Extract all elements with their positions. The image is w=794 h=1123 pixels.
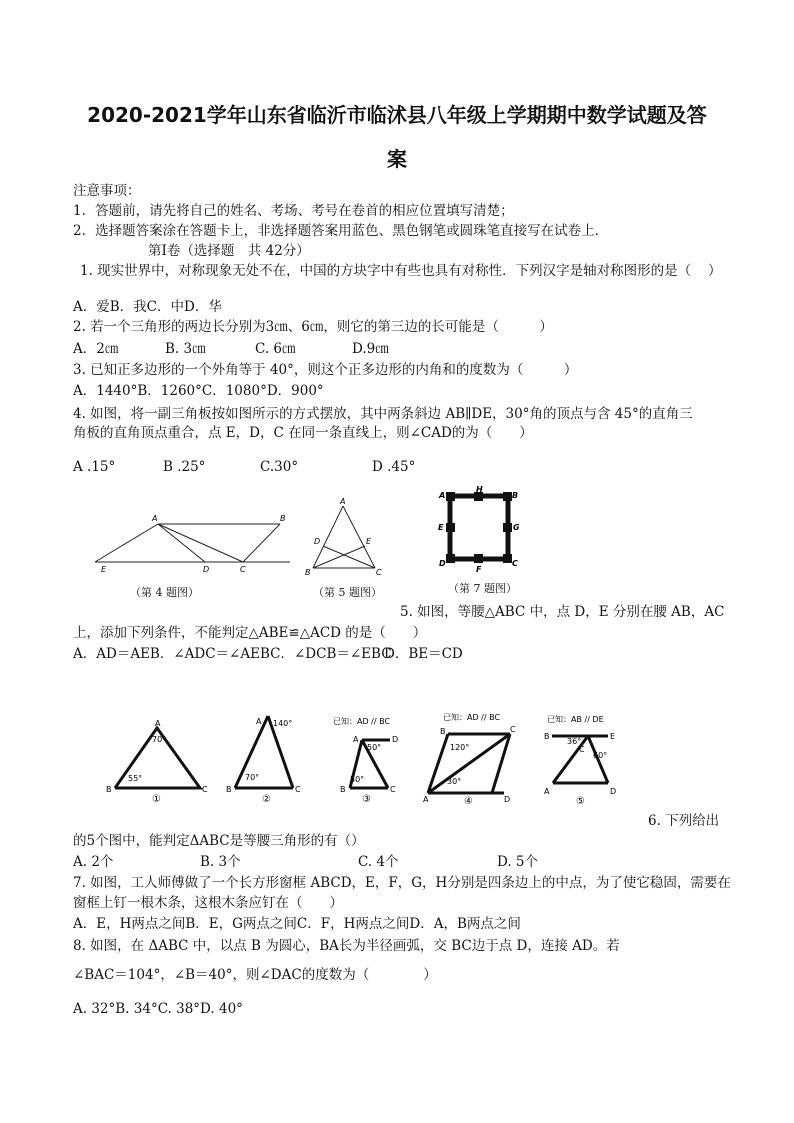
fig4-caption: （第 4 题图）: [130, 586, 199, 599]
fig7-caption: （第 7 题图）: [448, 582, 517, 595]
fig5-label-b: B: [305, 568, 311, 576]
q6-option-b: B. 3个: [200, 854, 241, 870]
f3-angle-top: 50°: [367, 743, 382, 752]
f2-num: ②: [262, 794, 271, 805]
q8-options: A. 32°B. 34°C. 38°D. 40°: [73, 1001, 243, 1017]
q4-option-a: A .15°: [73, 459, 116, 475]
q6-stem-line2: 的5个图中，能判定ΔABC是等腰三角形的有（）: [73, 833, 365, 849]
notes-heading: 注意事项：: [73, 183, 141, 199]
fig7-label-g: G: [513, 523, 520, 532]
fig7-label-c: C: [512, 559, 518, 568]
f5-label-a: A: [544, 787, 550, 796]
note-1: 1．答题前，请先将自己的姓名、考场、考号在卷首的相应位置填写清楚；: [73, 203, 514, 219]
f3-label-d: D: [392, 735, 399, 744]
q4-option-c: C.30°: [260, 459, 299, 475]
fig7-label-e: E: [438, 523, 444, 532]
q1-options: A．爱B．我C．中D．华: [73, 299, 222, 315]
f4-num: ④: [464, 796, 473, 807]
q3-stem: 3. 已知正多边形的一个外角等于 40°，则这个正多边形的内角和的度数为（ ）: [73, 362, 578, 378]
fig7-label-h: H: [476, 486, 483, 494]
f4-label-d: D: [504, 795, 511, 804]
q7-options: A．E，H两点之间B．E，G两点之间C．F，H两点之间D．A，B两点之间: [73, 916, 521, 932]
f2-label-c: C: [295, 785, 301, 794]
f5-label-c: C: [579, 745, 585, 754]
q7-stem-line2: 窗框上钉一根木条，这根木条应钉在（ ）: [73, 895, 343, 911]
q5-option-d: D．BE＝CD: [384, 646, 463, 662]
f4-angle-top: 120°: [450, 743, 470, 752]
f5-angle-top: 36°: [567, 737, 582, 746]
q6-option-d: D. 5个: [497, 854, 539, 870]
fig4-label-e: E: [101, 565, 107, 574]
f1-angle-top: 70°: [152, 735, 167, 744]
f5-given: 已知：AB // DE: [547, 715, 604, 724]
f2-label-a: A: [256, 717, 262, 726]
page-title-cont: 案: [387, 147, 407, 171]
fig4-label-a: A: [152, 514, 158, 523]
figure-7: [434, 486, 524, 576]
note-2: 2．选择题答案涂在答题卡上，非选择题答案用蓝色、黑色钢笔或圆珠笔直接写在试卷上．: [73, 223, 609, 239]
q4-option-b: B .25°: [163, 459, 206, 475]
fig5-label-e: E: [366, 537, 372, 546]
f3-given: 已知：AD // BC: [333, 717, 391, 726]
f3-num: ③: [362, 794, 371, 805]
f1-label-c: C: [202, 785, 208, 794]
f3-label-c: C: [390, 785, 396, 794]
q2-option-a: A．2㎝: [73, 341, 119, 357]
f3-angle-left: 50°: [350, 775, 365, 784]
f5-angle-right: 60°: [593, 751, 608, 760]
q6-stem-right: 6. 下列给出: [648, 813, 720, 829]
q1-stem-end: ）: [708, 263, 722, 279]
fig7-label-b: B: [512, 491, 519, 500]
fig5-label-a: A: [340, 497, 346, 506]
q2-stem: 2. 若一个三角形的两边长分别为3㎝、6㎝，则它的第三边的长可能是（ ）: [73, 319, 553, 335]
fig5-label-c: C: [376, 568, 382, 576]
fig4-label-d: D: [203, 565, 210, 574]
f5-label-e: E: [610, 732, 616, 741]
f4-given: 已知：AD // BC: [443, 713, 501, 722]
f4-label-a: A: [423, 795, 429, 804]
q7-stem-line1: 7. 如图，工人师傅做了一个长方形窗框 ABCD，E，F，G，H分别是四条边上的中点，为了使它稳固，需要在: [73, 875, 731, 891]
q6-option-a: A. 2个: [73, 854, 114, 870]
q2-option-d: D.9㎝: [352, 341, 389, 357]
f5-num: ⑤: [576, 796, 585, 807]
figure-4: [90, 510, 300, 574]
q2-option-b: B. 3㎝: [165, 341, 206, 357]
fig5-label-d: D: [314, 537, 321, 546]
figure-5: [305, 496, 390, 576]
fig7-label-f: F: [476, 565, 482, 574]
q4-stem-line2: 角板的直角顶点重合，点 E，D，C 在同一条直线上，则∠CAD的为（ ）: [73, 425, 533, 441]
q4-stem-line1: 4. 如图，将一副三角板按如图所示的方式摆放，其中两条斜边 AB∥DE，30°角的顶点与含 45°的直角三: [73, 406, 693, 422]
f2-angle-left: 70°: [245, 773, 260, 782]
q8-stem-line1: 8. 如图，在 ΔABC 中，以点 B 为圆心，BA长为半径画弧，交 BC边于点 D，连接 AD。若: [73, 938, 620, 954]
q2-option-c: C. 6㎝: [255, 341, 296, 357]
f3-label-b: B: [340, 785, 346, 794]
q4-option-d: D .45°: [372, 459, 416, 475]
fig4-label-b: B: [280, 514, 286, 523]
fig5-caption: （第 5 题图）: [313, 586, 382, 599]
f4-angle-left: 30°: [447, 777, 462, 786]
fig7-label-a: A: [439, 491, 446, 500]
f1-label-b: B: [106, 785, 112, 794]
f1-angle-left: 55°: [128, 774, 143, 783]
q3-options: A．1440°B．1260°C．1080°D．900°: [73, 383, 324, 399]
fig4-label-c: C: [240, 565, 246, 574]
f5-label-b: B: [544, 732, 550, 741]
f5-label-d: D: [610, 787, 617, 796]
f2-label-b: B: [226, 785, 232, 794]
q5-stem-line2: 上，添加下列条件，不能判定△ABE≌△ACD 的是（ ）: [73, 625, 427, 641]
f2-angle-top: 140°: [273, 719, 293, 728]
f4-label-c: C: [510, 725, 516, 734]
q5-options: A．AD＝AEB．∠ADC＝∠AEBC．∠DCB＝∠EBC: [73, 646, 392, 662]
f4-label-b: B: [440, 727, 446, 736]
q6-option-c: C. 4个: [358, 854, 399, 870]
section-heading: 第Ⅰ卷（选择题 共 42分）: [148, 243, 310, 259]
f1-label-a: A: [155, 719, 161, 728]
q1-stem: 1. 现实世界中，对称现象无处不在，中国的方块字中有些也具有对称性．下列汉字是轴对称图形的是（: [80, 263, 692, 279]
f1-num: ①: [152, 794, 161, 805]
q8-stem-line2: ∠BAC＝104°，∠B＝40°，则∠DAC的度数为（ ）: [73, 967, 437, 983]
figures-q6: [100, 710, 740, 810]
q5-stem-line1: 5. 如图，等腰△ABC 中，点 D，E 分别在腰 AB，AC: [400, 604, 725, 620]
page-title: 2020-2021学年山东省临沂市临沭县八年级上学期期中数学试题及答: [87, 103, 707, 127]
f3-label-a: A: [353, 735, 359, 744]
fig7-label-d: D: [439, 559, 446, 568]
